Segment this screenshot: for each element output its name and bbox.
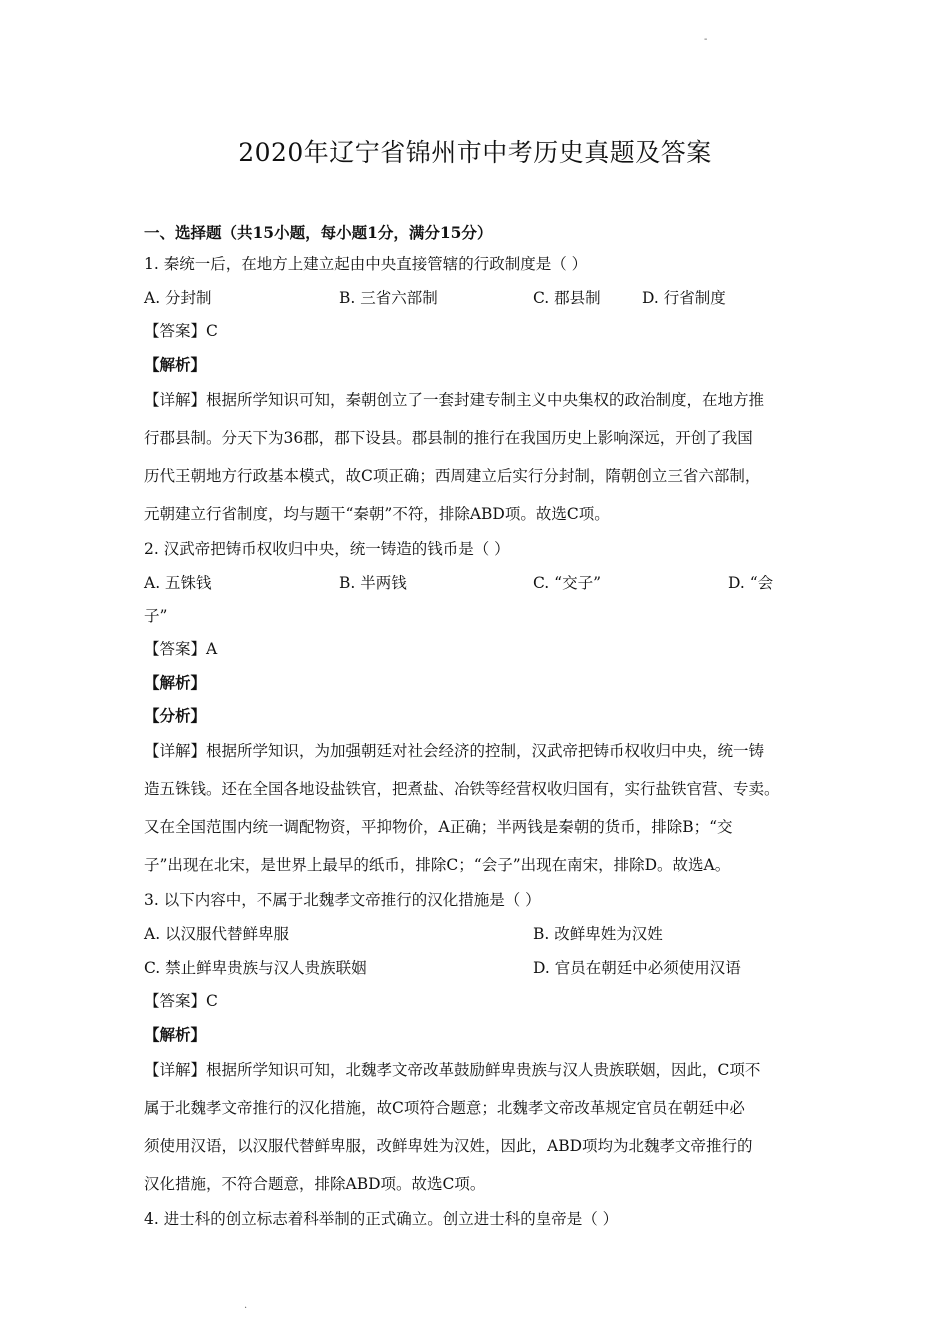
- option-a: A. 以汉服代替鲜卑服: [144, 925, 290, 943]
- analysis-label: 【解析】: [144, 673, 207, 692]
- question-2-stem: 2. 汉武帝把铸币权收归中央，统一铸造的钱币是（ ）: [144, 540, 510, 558]
- option-b: B. 三省六部制: [339, 289, 438, 307]
- detail-line: 元朝建立行省制度，均与题干“秦朝”不符，排除ABD项。故选C项。: [144, 505, 610, 523]
- detail-line: 造五铢钱。还在全国各地设盐铁官，把煮盐、冶铁等经营权收归国有，实行盐铁官营、专卖。: [144, 780, 780, 798]
- option-d-continuation: 子”: [144, 607, 168, 625]
- analysis-label: 【解析】: [144, 355, 207, 374]
- question-3-options-row2: [144, 951, 814, 985]
- question-2-detail: [144, 732, 814, 884]
- footer-mark: .: [244, 1300, 248, 1311]
- detail-line: 属于北魏孝文帝推行的汉化措施，故C项符合题意；北魏孝文帝改革规定官员在朝廷中必: [144, 1099, 745, 1117]
- question-3-options-row1: [144, 917, 814, 951]
- document-body: [144, 218, 814, 1236]
- answer-label: 【答案】C: [144, 322, 218, 340]
- detail-line: 【详解】根据所学知识可知，秦朝创立了一套封建专制主义中央集权的政治制度，在地方推: [144, 391, 765, 409]
- answer-label: 【答案】C: [144, 992, 218, 1010]
- detail-line: 须使用汉语，以汉服代替鲜卑服，改鲜卑姓为汉姓，因此，ABD项均为北魏孝文帝推行的: [144, 1137, 753, 1155]
- option-d: D. “会: [728, 574, 774, 592]
- option-d: D. 官员在朝廷中必须使用汉语: [533, 959, 741, 977]
- question-3-detail: [144, 1051, 814, 1203]
- option-b: B. 改鲜卑姓为汉姓: [533, 925, 663, 943]
- option-a: A. 五铢钱: [144, 574, 212, 592]
- question-1-detail: [144, 381, 814, 533]
- detail-line: 又在全国范围内统一调配物资，平抑物价，A正确；半两钱是秦朝的货币，排除B；“交: [144, 818, 733, 836]
- question-3-stem: 3. 以下内容中，不属于北魏孝文帝推行的汉化措施是（ ）: [144, 891, 541, 909]
- question-1-options: [144, 281, 814, 315]
- detail-line: 历代王朝地方行政基本模式，故C项正确；西周建立后实行分封制，隋朝创立三省六部制，: [144, 467, 761, 485]
- option-d: D. 行省制度: [642, 289, 726, 307]
- question-4-stem: 4. 进士科的创立标志着科举制的正式确立。创立进士科的皇帝是（ ）: [144, 1210, 619, 1228]
- detail-line: 【详解】根据所学知识，为加强朝廷对社会经济的控制，汉武帝把铸币权收归中央，统一铸: [144, 742, 765, 760]
- option-b: B. 半两钱: [339, 574, 407, 592]
- detail-line: 子”出现在北宋，是世界上最早的纸币，排除C；“会子”出现在南宋，排除D。故选A。: [144, 856, 731, 874]
- detail-line: 汉化措施，不符合题意，排除ABD项。故选C项。: [144, 1175, 486, 1193]
- analysis-label: 【解析】: [144, 1025, 207, 1044]
- option-a: A. 分封制: [144, 289, 212, 307]
- detail-line: 【详解】根据所学知识可知，北魏孝文帝改革鼓励鲜卑贵族与汉人贵族联姻，因此，C项不: [144, 1061, 761, 1079]
- fenxi-label: 【分析】: [144, 706, 207, 725]
- detail-line: 行郡县制。分天下为36郡，郡下设县。郡县制的推行在我国历史上影响深远，开创了我国: [144, 429, 753, 447]
- answer-label: 【答案】A: [144, 640, 218, 658]
- section-heading: 一、选择题（共15小题，每小题1分，满分15分）: [144, 223, 493, 242]
- document-title: 2020年辽宁省锦州市中考历史真题及答案: [238, 138, 712, 167]
- question-1-stem: 1. 秦统一后，在地方上建立起由中央直接管辖的行政制度是（ ）: [144, 255, 588, 273]
- option-c: C. 郡县制: [533, 289, 601, 307]
- option-c: C. 禁止鲜卑贵族与汉人贵族联姻: [144, 959, 367, 977]
- option-c: C. “交子”: [533, 574, 602, 592]
- question-2-options: [144, 566, 814, 600]
- header-mark: -: [704, 34, 708, 45]
